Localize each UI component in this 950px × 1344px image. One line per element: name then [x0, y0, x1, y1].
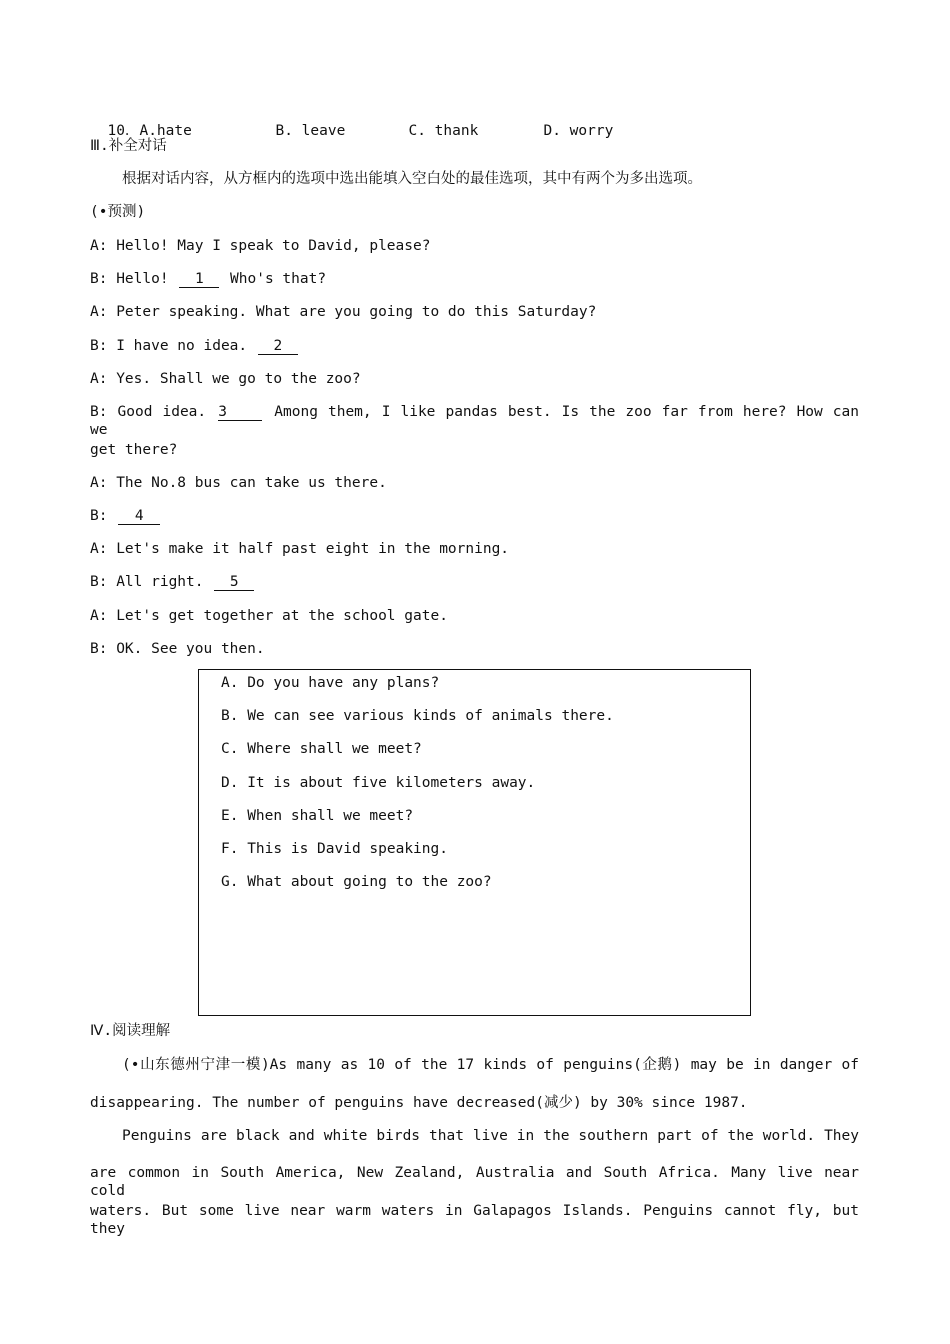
dialogue-line-10: B: All right. 5 — [90, 573, 256, 591]
section-3-heading: Ⅲ.补全对话 — [90, 138, 167, 154]
blank-1: 1 — [179, 271, 219, 288]
option-b: B. leave — [275, 123, 346, 139]
dialogue-line-9: A: Let's make it half past eight in the morning. — [90, 541, 510, 557]
dialogue-line-7: A: The No.8 bus can take us there. — [90, 475, 387, 491]
reading-paragraph-1-line-2: disappearing. The number of penguins have decreased(减少) by 30% since 1987. — [90, 1095, 748, 1111]
option-item: A. Do you have any plans? — [221, 675, 440, 691]
reading-paragraph-2-line-2: are common in South America, New Zealand, Australia and South Africa. Many live near cold — [90, 1165, 859, 1199]
option-item: D. It is about five kilometers away. — [221, 775, 536, 791]
question-10-options — [90, 104, 613, 140]
dialogue-line-12: B: OK. See you then. — [90, 641, 265, 657]
options-box — [198, 669, 751, 1016]
section-4-heading: Ⅳ.阅读理解 — [90, 1023, 171, 1039]
blank-4: 4 — [118, 508, 160, 525]
dialogue-line-5: A: Yes. Shall we go to the zoo? — [90, 371, 361, 387]
option-item: B. We can see various kinds of animals there. — [221, 708, 614, 724]
dialogue-line-11: A: Let's get together at the school gate. — [90, 608, 448, 624]
section-3-instruction: 根据对话内容，从方框内的选项中选出能填入空白处的最佳选项，其中有两个为多出选项。 — [122, 171, 702, 187]
section-3-source: (•预测) — [90, 204, 146, 220]
option-item: E. When shall we meet? — [221, 808, 414, 824]
question-number: 10． — [107, 123, 140, 139]
option-item: F. This is David speaking. — [221, 841, 448, 857]
dialogue-line-3: A: Peter speaking. What are you going to do this Saturday? — [90, 304, 597, 320]
dialogue-line-4: B: I have no idea. 2 — [90, 337, 300, 355]
reading-paragraph-2-line-3: waters. But some live near warm waters in Galapagos Islands. Penguins cannot fly, but they — [90, 1203, 859, 1237]
option-c: C. thank — [408, 123, 479, 139]
reading-paragraph-1-line-1: (•山东德州宁津一模)As many as 10 of the 17 kinds of penguins(企鹅) may be in danger of — [122, 1057, 859, 1073]
dialogue-line-6-cont: get there? — [90, 442, 178, 458]
reading-paragraph-2-line-1: Penguins are black and white birds that live in the southern part of the world. They — [122, 1128, 859, 1144]
blank-5: 5 — [214, 574, 254, 591]
dialogue-line-8: B: 4 — [90, 507, 162, 525]
option-item: G. What about going to the zoo? — [221, 874, 492, 890]
dialogue-line-1: A: Hello! May I speak to David, please? — [90, 238, 431, 254]
option-d: D. worry — [543, 123, 614, 139]
blank-3: 3 — [218, 404, 262, 421]
dialogue-line-6: B: Good idea. 3 Among them, I like pandas best. Is the zoo far from here? How can we — [90, 404, 860, 438]
option-a: A.hate — [139, 123, 192, 139]
blank-2: 2 — [258, 338, 298, 355]
dialogue-line-2: B: Hello! 1 Who's that? — [90, 271, 327, 287]
option-item: C. Where shall we meet? — [221, 741, 422, 757]
